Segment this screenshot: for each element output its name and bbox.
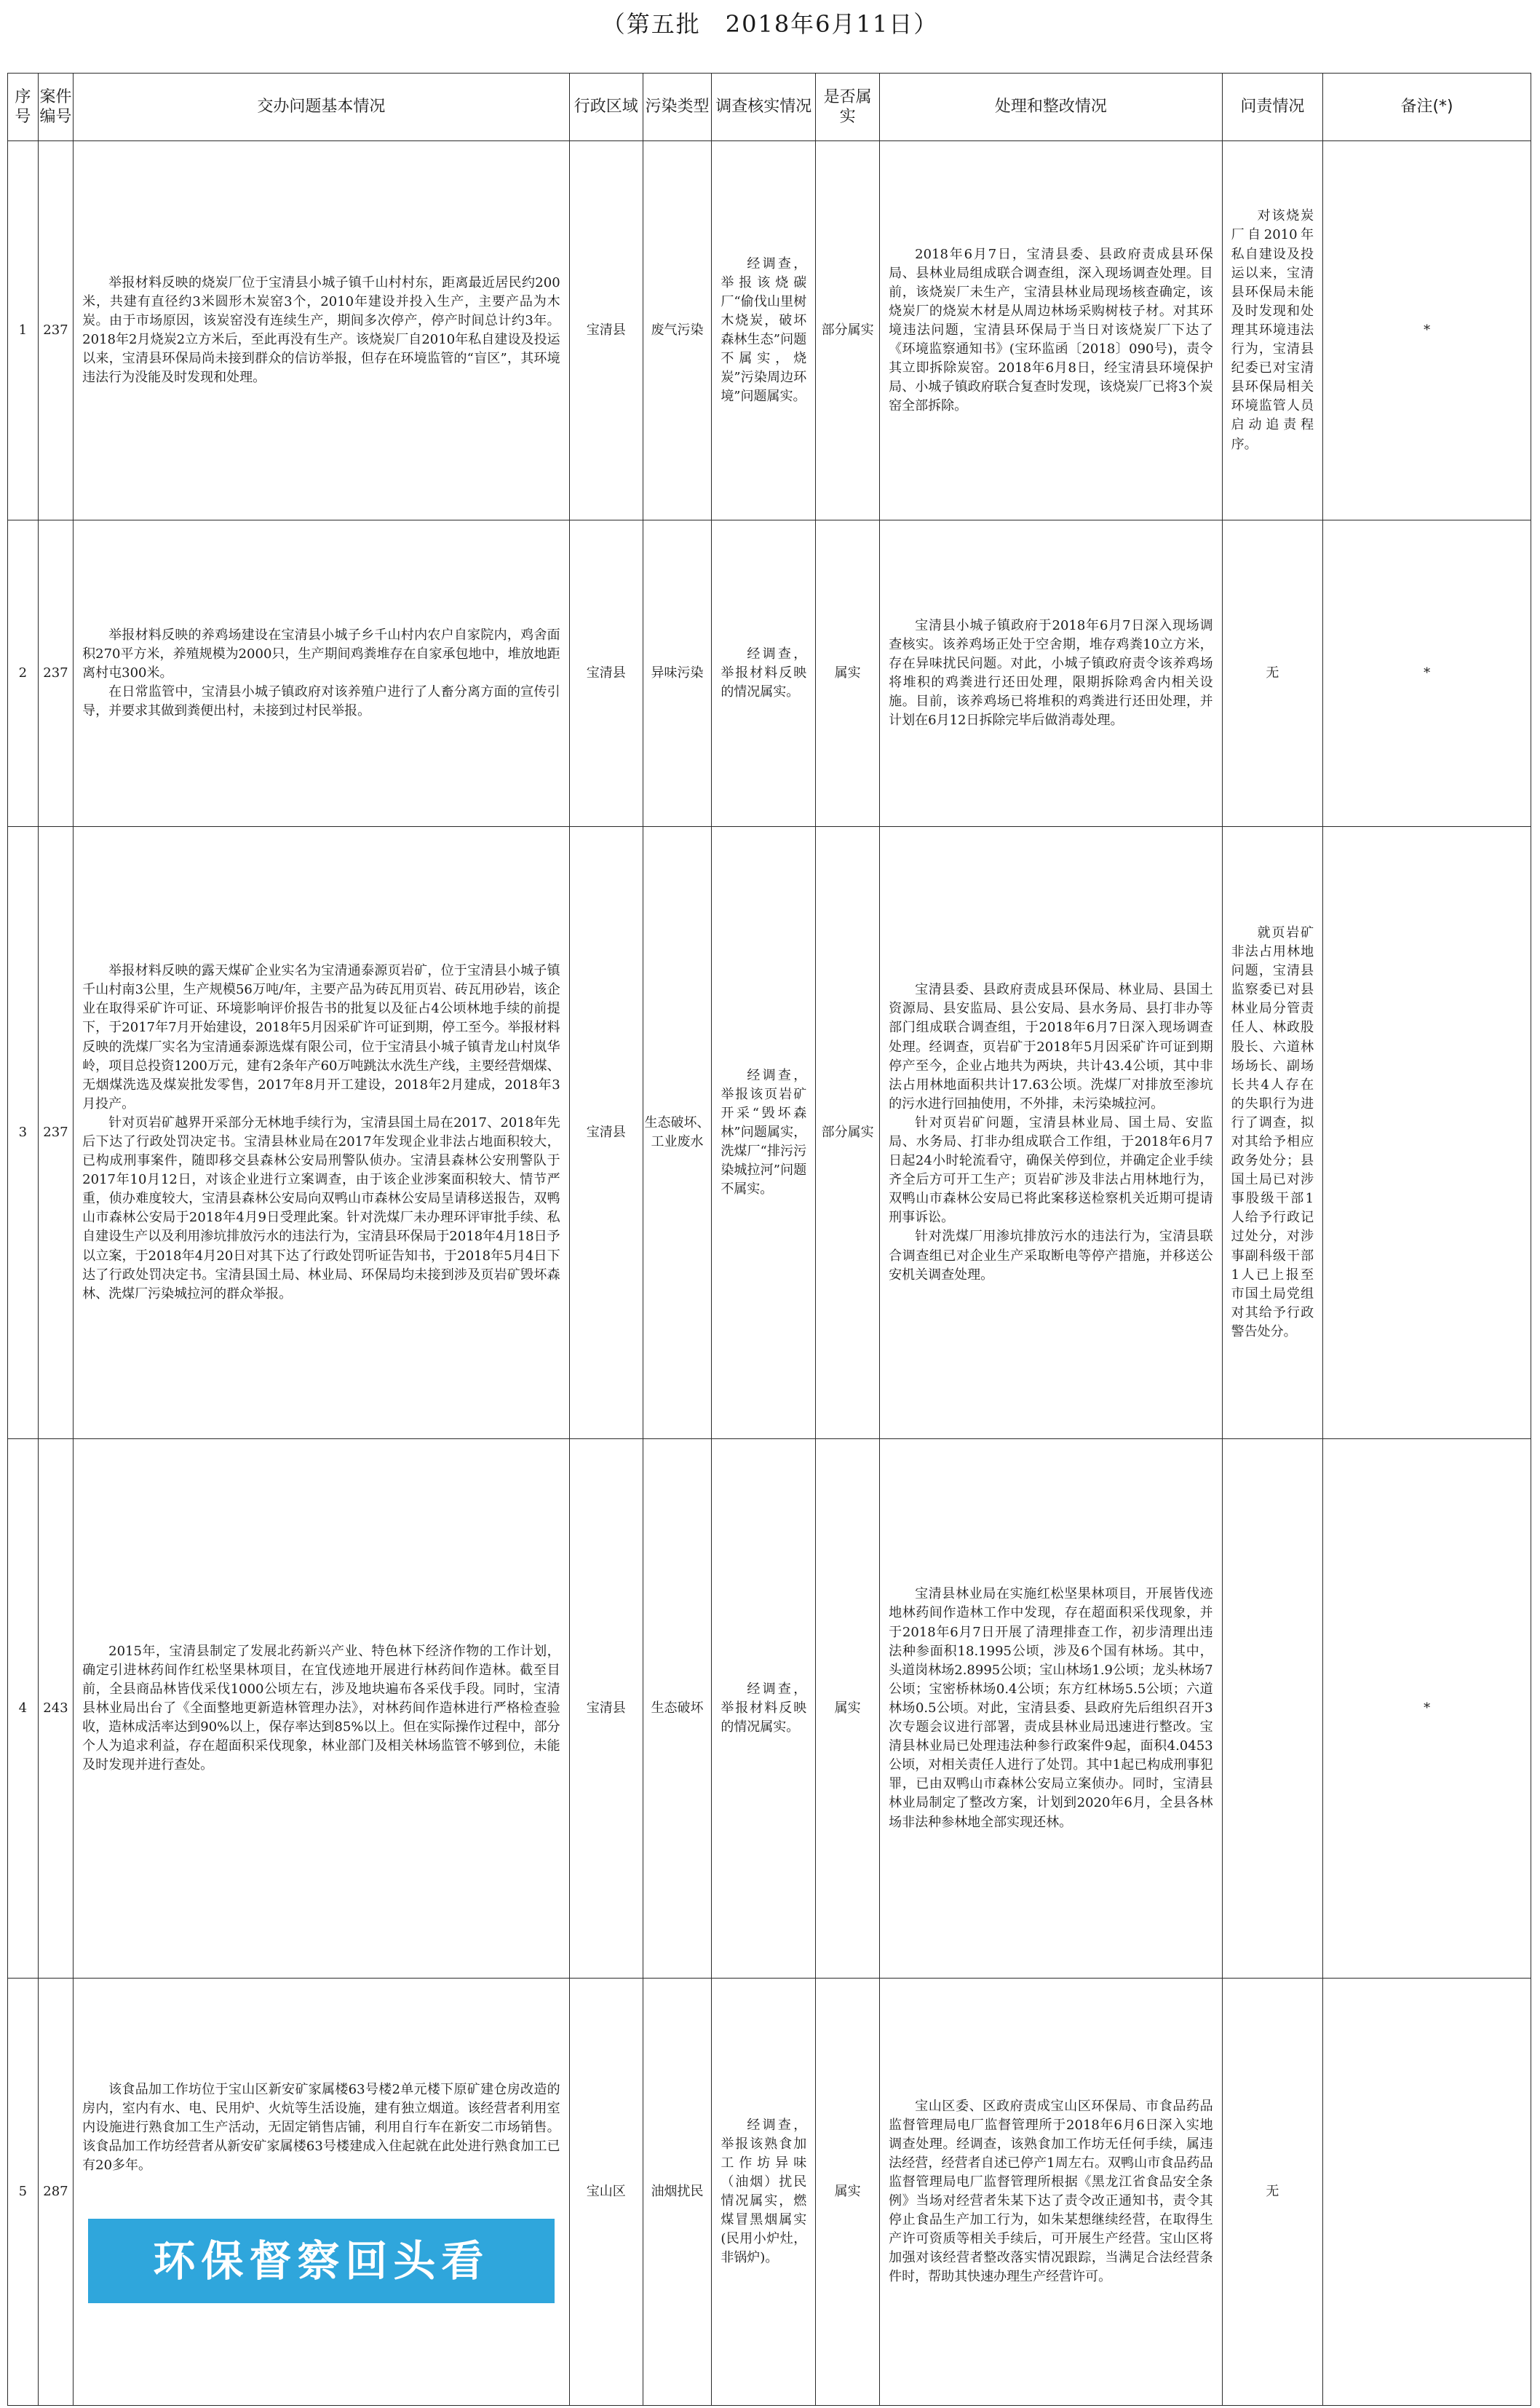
inspection-table: [7, 73, 1531, 2406]
cell-handling: [880, 520, 1222, 827]
cell-handling: [880, 1439, 1222, 1979]
cell-problem-text: [82, 2080, 560, 2175]
cell-case: 243: [38, 1439, 73, 1979]
cell-pollution: 废气污染: [643, 141, 712, 520]
paragraph: 经调查，举报材料反映的情况属实。: [721, 1681, 807, 1735]
header-note: 备注(*): [1323, 74, 1531, 141]
header-handling: 处理和整改情况: [880, 74, 1222, 141]
cell-accountability: [1222, 1439, 1323, 1979]
header-case: 案件编号: [38, 74, 73, 141]
header-true: 是否属实: [816, 74, 880, 141]
cell-handling: [880, 1979, 1222, 2406]
cell-accountability: [1222, 827, 1323, 1439]
cell-accountability: [1222, 141, 1323, 520]
header-pollution: 污染类型: [643, 74, 712, 141]
paragraph: 宝清县小城子镇政府于2018年6月7日深入现场调查核实。该养鸡场正处于空舍期，堆存鸡粪10立方米，存在异味扰民问题。对此，小城子镇政府责令该养鸡场将堆积的鸡粪进行还田处理，限期拆除鸡舍内相关设施。目前，该养鸡场已将堆积的鸡粪进行还田处理，并计划在6月12日拆除完毕后做消毒处理。: [889, 617, 1213, 729]
cell-handling: [880, 141, 1222, 520]
header-row: [8, 74, 1531, 141]
paragraph: 举报材料反映的露天煤矿企业实名为宝清通泰源页岩矿，位于宝清县小城子镇千山村南3公里，生产规模56万吨/年，主要产品为砖瓦用页岩、砖瓦用砂岩，该企业在取得采矿许可证、环境影响评价报告书的批复以及征占4公顷林地手续的前提下，于2017年7月开始建设，2018年5月因采矿许可证到期，停工至今。举报材料反映的洗煤厂实名为宝清通泰源选煤有限公司，位于宝清县小城子镇青龙山村岚华岭，项目总投资1200万元，建有2条年产60万吨跳汰水洗生产线，主要经营烟煤、无烟煤洗选及煤炭批发零售，2017年8月开工建设，2018年2月建成，2018年3月投产。: [82, 963, 560, 1112]
cell-true: 属实: [816, 1439, 880, 1979]
paragraph: 经调查，举报该烧碳厂“偷伐山里树木烧炭，破坏森林生态”问题不属实，烧炭”污染周边环境”问题属实。: [721, 256, 807, 405]
cell-accountability: 无: [1222, 1979, 1323, 2406]
cell-true: 属实: [816, 1979, 880, 2406]
cell-note: *: [1323, 1439, 1531, 1979]
cell-investigation: [712, 520, 816, 827]
cell-problem: [74, 1439, 570, 1979]
cell-true: 部分属实: [816, 141, 880, 520]
table-row: [8, 827, 1531, 1439]
cell-no: 3: [8, 827, 39, 1439]
cell-problem: [74, 827, 570, 1439]
cell-no: 4: [8, 1439, 39, 1979]
paragraph: 针对页岩矿越界开采部分无林地手续行为，宝清县国土局在2017、2018年先后下达了行政处罚决定书。宝清县林业局在2017年发现企业非法占地面积较大，已构成刑事案件，随即移交县森林公安局刑警队侦办。宝清县森林公安刑警队于2017年10月12日，对该企业进行立案调查，由于该企业涉案面积较大、情节严重，侦办难度较大，宝清县森林公安局向双鸭山市森林公安局呈请移送报告，双鸭山市森林公安局于2018年4月9日受理此案。针对洗煤厂未办理环评审批手续、私自建设生产以及利用渗坑排放污水的违法行为，宝清县环保局于2018年4月18日予以立案，于2018年4月20日对其下达了行政处罚听证告知书，于2018年5月4日下达了行政处罚决定书。宝清县国土局、林业局、环保局均未接到涉及页岩矿毁坏森林、洗煤厂污染城拉河的群众举报。: [82, 1114, 560, 1302]
cell-district: 宝山区: [569, 1979, 643, 2406]
cell-case: 237: [38, 520, 73, 827]
cell-problem: [74, 1979, 570, 2406]
table-row: [8, 520, 1531, 827]
cell-pollution: 生态破坏: [643, 1439, 712, 1979]
header-district: 行政区域: [569, 74, 643, 141]
paragraph: 2018年6月7日，宝清县委、县政府责成县环保局、县林业局组成联合调查组，深入现场调查处理。目前，该烧炭厂未生产，宝清县林业局现场核查确定，该烧炭厂的烧炭木材是从周边林场采购树枝子材。对其环境违法问题，宝清县环保局于当日对该烧炭厂下达了《环境监察通知书》(宝环监函〔2018〕090号)，责令其立即拆除炭窑。2018年6月8日，经宝清县环境保护局、小城子镇政府联合复查时发现，该烧炭厂已将3个炭窑全部拆除。: [889, 246, 1213, 414]
paragraph: 举报材料反映的养鸡场建设在宝清县小城子乡千山村内农户自家院内，鸡舍面积270平方米，养殖规模为2000只，生产期间鸡粪堆存在自家承包地中，堆放地距离村屯300米。: [82, 627, 560, 681]
cell-district: 宝清县: [569, 1439, 643, 1979]
paragraph: 针对洗煤厂用渗坑排放污水的违法行为，宝清县联合调查组已对企业生产采取断电等停产措施，并移送公安机关调查处理。: [889, 1229, 1213, 1283]
paragraph: 2015年，宝清县制定了发展北药新兴产业、特色林下经济作物的工作计划，确定引进林药间作红松坚果林项目，在宜伐迹地开展进行林药间作造林。截至目前，全县商品林皆伐采伐1000公顷左右，涉及地块遍布各采伐手段。同时，宝清县林业局出台了《全面整地更新造林管理办法》，对林药间作造林进行严格检查验收，造林成活率达到90%以上，保存率达到85%以上。但在实际操作过程中，部分个人为追求利益，存在超面积采伐现象，林业部门及相关林场监管不够到位，未能及时发现并进行查处。: [82, 1643, 560, 1773]
header-accountability: 问责情况: [1222, 74, 1323, 141]
table-row: [8, 141, 1531, 520]
cell-investigation: [712, 141, 816, 520]
paragraph: 就页岩矿非法占用林地问题，宝清县监察委已对县林业局分管责任人、林政股股长、六道林场场长、副场长共4人存在的失职行为进行了调查，拟对其给予相应政务处分；县国土局已对涉事股级干部1人给予行政记过处分，对涉事副科级干部1人已上报至市国土局党组对其给予行政警告处分。: [1231, 924, 1314, 1339]
table-row: [8, 1439, 1531, 1979]
cell-handling: [880, 827, 1222, 1439]
header-problem: 交办问题基本情况: [74, 74, 570, 141]
campaign-banner: 环保督察回头看: [88, 2219, 555, 2303]
cell-true: 部分属实: [816, 827, 880, 1439]
paragraph: 经调查，举报该页岩矿开采“毁坏森林”问题属实，洗煤厂“排污污染城拉河”问题不属实。: [721, 1067, 807, 1197]
cell-no: 5: [8, 1979, 39, 2406]
cell-note: [1323, 827, 1531, 1439]
cell-investigation: [712, 1979, 816, 2406]
cell-investigation: [712, 827, 816, 1439]
cell-district: 宝清县: [569, 520, 643, 827]
paragraph: 举报材料反映的烧炭厂位于宝清县小城子镇千山村村东，距离最近居民约200米，共建有直径约3米圆形木炭窑3个，2010年建设并投入生产，主要产品为木炭。由于市场原因，该炭窑没有连续生产，期间多次停产，停产时间总计约3年。2018年2月烧炭2立方米后，至此再没有生产。该烧炭厂自2010年私自建设及投运以来，宝清县环保局尚未接到群众的信访举报，但存在环境监管的“盲区”，其环境违法行为没能及时发现和处理。: [82, 274, 560, 386]
cell-accountability: 无: [1222, 520, 1323, 827]
cell-pollution: 生态破坏、工业废水: [643, 827, 712, 1439]
cell-note: *: [1323, 520, 1531, 827]
cell-problem: [74, 520, 570, 827]
cell-district: 宝清县: [569, 827, 643, 1439]
batch-title: （第五批 2018年6月11日）: [601, 10, 939, 38]
cell-pollution: 异味污染: [643, 520, 712, 827]
paragraph: 对该烧炭厂自2010年私自建设及投运以来，宝清县环保局未能及时发现和处理其环境违法行为，宝清县纪委已对宝清县环保局相关环境监管人员启动追责程序。: [1231, 208, 1314, 452]
cell-no: 2: [8, 520, 39, 827]
cell-pollution: 油烟扰民: [643, 1979, 712, 2406]
paragraph: 宝山区委、区政府责成宝山区环保局、市食品药品监督管理局电厂监督管理所于2018年6月6日深入实地调查处理。经调查，该熟食加工作坊无任何手续，属违法经营，经营者自述已停产1周左右。双鸭山市食品药品监督管理局电厂监督管理所根据《黑龙江省食品安全条例》当场对经营者朱某下达了责令改正通知书，责令其停止食品生产加工行为，如朱某想继续经营，在取得生产许可资质等相关手续后，可开展生产经营。宝山区将加强对该经营者整改落实情况跟踪，当满足合法经营条件时，帮助其快速办理生产经营许可。: [889, 2098, 1213, 2285]
paragraph: 宝清县林业局在实施红松坚果林项目，开展皆伐迹地林药间作造林工作中发现，存在超面积采伐现象，并于2018年6月7日开展了清理排查工作，初步清理出违法种参面积18.1995公顷，涉及6个国有林场。其中，头道岗林场2.8995公顷；宝山林场1.9公顷；龙头林场7公顷；宝密桥林场0.4公顷；东方红林场5.5公顷；六道林场0.5公顷。对此，宝清县委、县政府先后组织召开3次专题会议进行部署，责成县林业局迅速进行整改。宝清县林业局已处理违法种参行政案件9起，面积4.0453公顷，对相关责任人进行了处罚。其中1起已构成刑事犯罪，已由双鸭山市森林公安局立案侦办。同时，宝清县林业局制定了整改方案，计划到2020年6月，全县各林场非法种参林地全部实现还林。: [889, 1586, 1213, 1830]
paragraph: 该食品加工作坊位于宝山区新安矿家属楼63号楼2单元楼下原矿建仓房改造的房内，室内有水、电、民用炉、火炕等生活设施，建有独立烟道。该经营者利用室内设施进行熟食加工生产活动，无固定销售店铺，利用自行车在新安二市场销售。该食品加工作坊经营者从新安矿家属楼63号楼建成入住起就在此处进行熟食加工已有20多年。: [82, 2081, 560, 2174]
cell-case: 287: [38, 1979, 73, 2406]
cell-investigation: [712, 1439, 816, 1979]
cell-district: 宝清县: [569, 141, 643, 520]
cell-note: [1323, 1979, 1531, 2406]
paragraph: 针对页岩矿问题，宝清县林业局、国土局、安监局、水务局、打非办组成联合工作组，于2018年6月7日起24小时轮流看守，确保关停到位，并确定企业手续齐全后方可开工生产；页岩矿涉及非法占用林地行为，双鸭山市森林公安局已将此案移送检察机关近期可提请刑事诉讼。: [889, 1114, 1213, 1226]
cell-problem: [74, 141, 570, 520]
header-investigation: 调查核实情况: [712, 74, 816, 141]
table-row: [8, 1979, 1531, 2406]
cell-true: 属实: [816, 520, 880, 827]
paragraph: 经调查，举报材料反映的情况属实。: [721, 646, 807, 700]
header-no: 序号: [8, 74, 39, 141]
paragraph: 经调查，举报该熟食加工作坊异味（油烟）扰民情况属实，燃煤冒黑烟属实(民用小炉灶，非锅炉)。: [721, 2117, 807, 2266]
cell-note: *: [1323, 141, 1531, 520]
paragraph: 在日常监管中，宝清县小城子镇政府对该养殖户进行了人畜分离方面的宣传引导，并要求其做到粪便出村，未接到过村民举报。: [82, 684, 560, 719]
cell-case: 237: [38, 141, 73, 520]
cell-no: 1: [8, 141, 39, 520]
paragraph: 宝清县委、县政府责成县环保局、林业局、县国土资源局、县安监局、县公安局、县水务局、县打非办等部门组成联合调查组，于2018年6月7日深入现场调查处理。经调查，页岩矿于2018年5月因采矿许可证到期停产至今，企业占地共为两块，共计43.4公顷，其中非法占用林地面积共计17.63公顷。洗煤厂对排放至渗坑的污水进行回抽使用，不外排，未污染城拉河。: [889, 982, 1213, 1112]
cell-case: 237: [38, 827, 73, 1439]
